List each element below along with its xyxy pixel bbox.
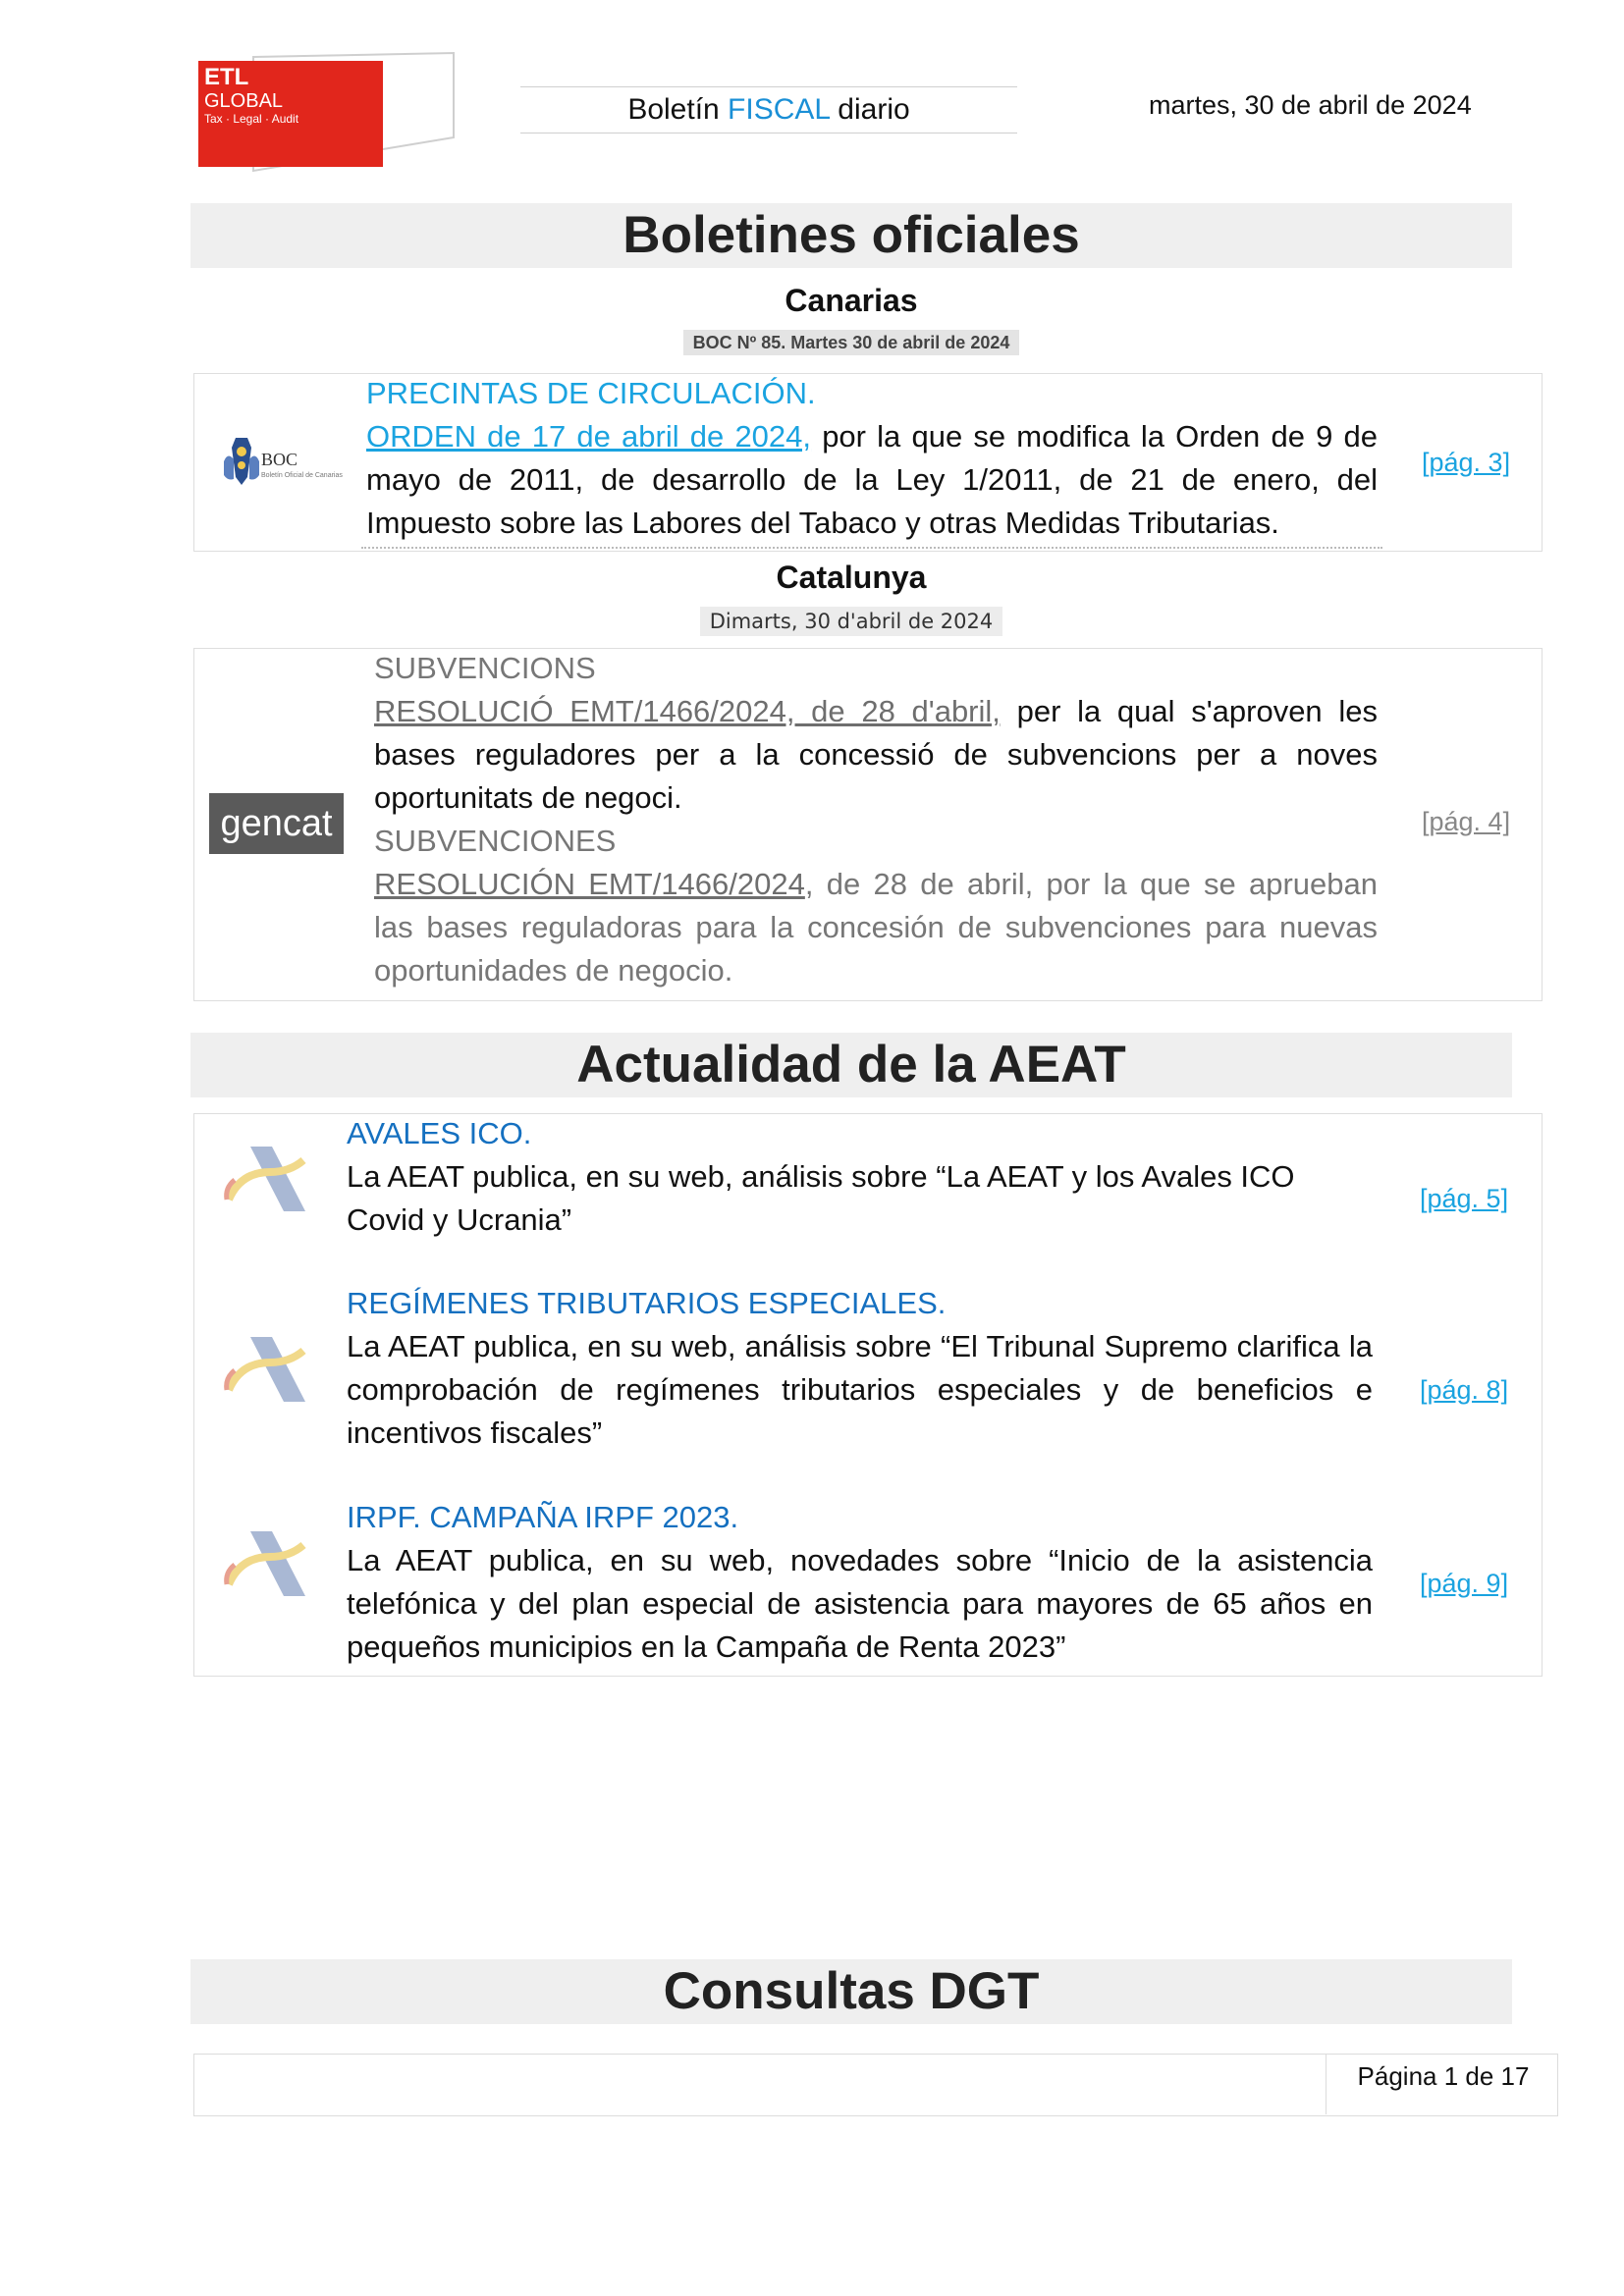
- aeat-heading-avales: AVALES ICO.: [347, 1116, 532, 1150]
- bulletin-badge-boc: BOC Nº 85. Martes 30 de abril de 2024: [683, 330, 1020, 355]
- resolucion-link[interactable]: RESOLUCIÓN EMT/1466/2024: [374, 867, 805, 901]
- aeat-body-regimenes: La AEAT publica, en su web, análisis sobre “El Tribunal Supremo clarifica la comprobación de regímenes tributarios especiales y de beneficios e incentivos fiscales”: [347, 1329, 1373, 1450]
- bulletin-title: [520, 86, 1017, 133]
- logo-tagline-text: Tax · Legal · Audit: [204, 112, 299, 126]
- footer-page-number: Página 1 de 17: [1357, 2061, 1530, 2091]
- aeat-body-irpf: La AEAT publica, en su web, novedades sobre “Inicio de la asistencia telefónica y del plan especial de asistencia para mayores de 65 años en pequeños municipios en la Campaña de Renta 2023”: [347, 1543, 1373, 1664]
- etl-global-logo: [196, 51, 461, 173]
- section-banner-boletines: Boletines oficiales: [190, 203, 1512, 268]
- aeat-item-regimenes: [347, 1282, 1373, 1455]
- region-title-catalunya: Catalunya: [776, 560, 927, 595]
- aeat-logo-icon: [221, 1139, 315, 1219]
- boc-logo-subtext: Boletín Oficial de Canarias: [261, 472, 343, 479]
- section-banner-aeat: Actualidad de la AEAT: [190, 1033, 1512, 1097]
- header-date: martes, 30 de abril de 2024: [1149, 90, 1472, 120]
- bulletin-badge-dogc: Dimarts, 30 d'abril de 2024: [700, 607, 1003, 636]
- entry-heading-subvenciones: SUBVENCIONES: [374, 824, 617, 858]
- title-accent: FISCAL: [728, 93, 830, 126]
- page-ref-irpf[interactable]: [pág. 9]: [1420, 1569, 1509, 1598]
- boc-logo-text: BOC: [261, 450, 298, 469]
- aeat-logo-icon: [221, 1329, 315, 1410]
- entry-catalunya: [374, 647, 1378, 992]
- aeat-heading-irpf: IRPF. CAMPAÑA IRPF 2023.: [347, 1500, 739, 1534]
- entry-body-catalunya-es: , de 28 de abril, por la que se aprueban las bases reguladoras para la concesión de subvenciones para nuevas oportunidades de negocio.: [374, 867, 1379, 988]
- title-post: diario: [829, 93, 910, 126]
- entry-heading-precintas: PRECINTAS DE CIRCULACIÓN.: [366, 376, 816, 410]
- aeat-logo-icon: [221, 1523, 315, 1604]
- entry-body-canarias: por la que se modifica la Orden de 9 de mayo de 2011, de desarrollo de la Ley 1/2011, de 21 de enero, del Impuesto sobre las Labores del Tabaco y otras Medidas Tributarias.: [366, 419, 1378, 540]
- entry-body-catalunya-ca: per la qual s'aproven les bases reguladores per a la concessió de subvencions per a noves oportunitats de negoci.: [374, 694, 1379, 815]
- boc-logo: [214, 432, 343, 493]
- section-banner-dgt: Consultas DGT: [190, 1959, 1512, 2024]
- page-ref-canarias[interactable]: [pág. 3]: [1422, 448, 1511, 477]
- aeat-heading-regimenes: REGÍMENES TRIBUTARIOS ESPECIALES.: [347, 1286, 947, 1320]
- logo-etl-text: ETL: [204, 64, 249, 90]
- logo-global-text: GLOBAL: [204, 90, 284, 112]
- page-ref-avales[interactable]: [pág. 5]: [1420, 1184, 1509, 1213]
- region-title-canarias: Canarias: [785, 283, 918, 318]
- page-ref-catalunya[interactable]: [pág. 4]: [1422, 807, 1511, 836]
- page-ref-regimenes[interactable]: [pág. 8]: [1420, 1375, 1509, 1405]
- divider-dotted: [361, 547, 1382, 549]
- gencat-logo: [209, 793, 344, 854]
- orden-link[interactable]: ORDEN de 17 de abril de 2024,: [366, 419, 812, 454]
- aeat-item-avales: [347, 1112, 1373, 1242]
- entry-heading-subvencions: SUBVENCIONS: [374, 651, 596, 685]
- resolucio-link[interactable]: RESOLUCIÓ EMT/1466/2024, de 28 d'abril,: [374, 694, 1001, 728]
- aeat-item-irpf: [347, 1496, 1373, 1669]
- aeat-body-avales: La AEAT publica, en su web, análisis sobre “La AEAT y los Avales ICO Covid y Ucrania”: [347, 1159, 1295, 1237]
- entry-canarias: [366, 372, 1378, 545]
- gencat-logo-text: gencat: [220, 803, 333, 844]
- title-pre: Boletín: [627, 93, 729, 126]
